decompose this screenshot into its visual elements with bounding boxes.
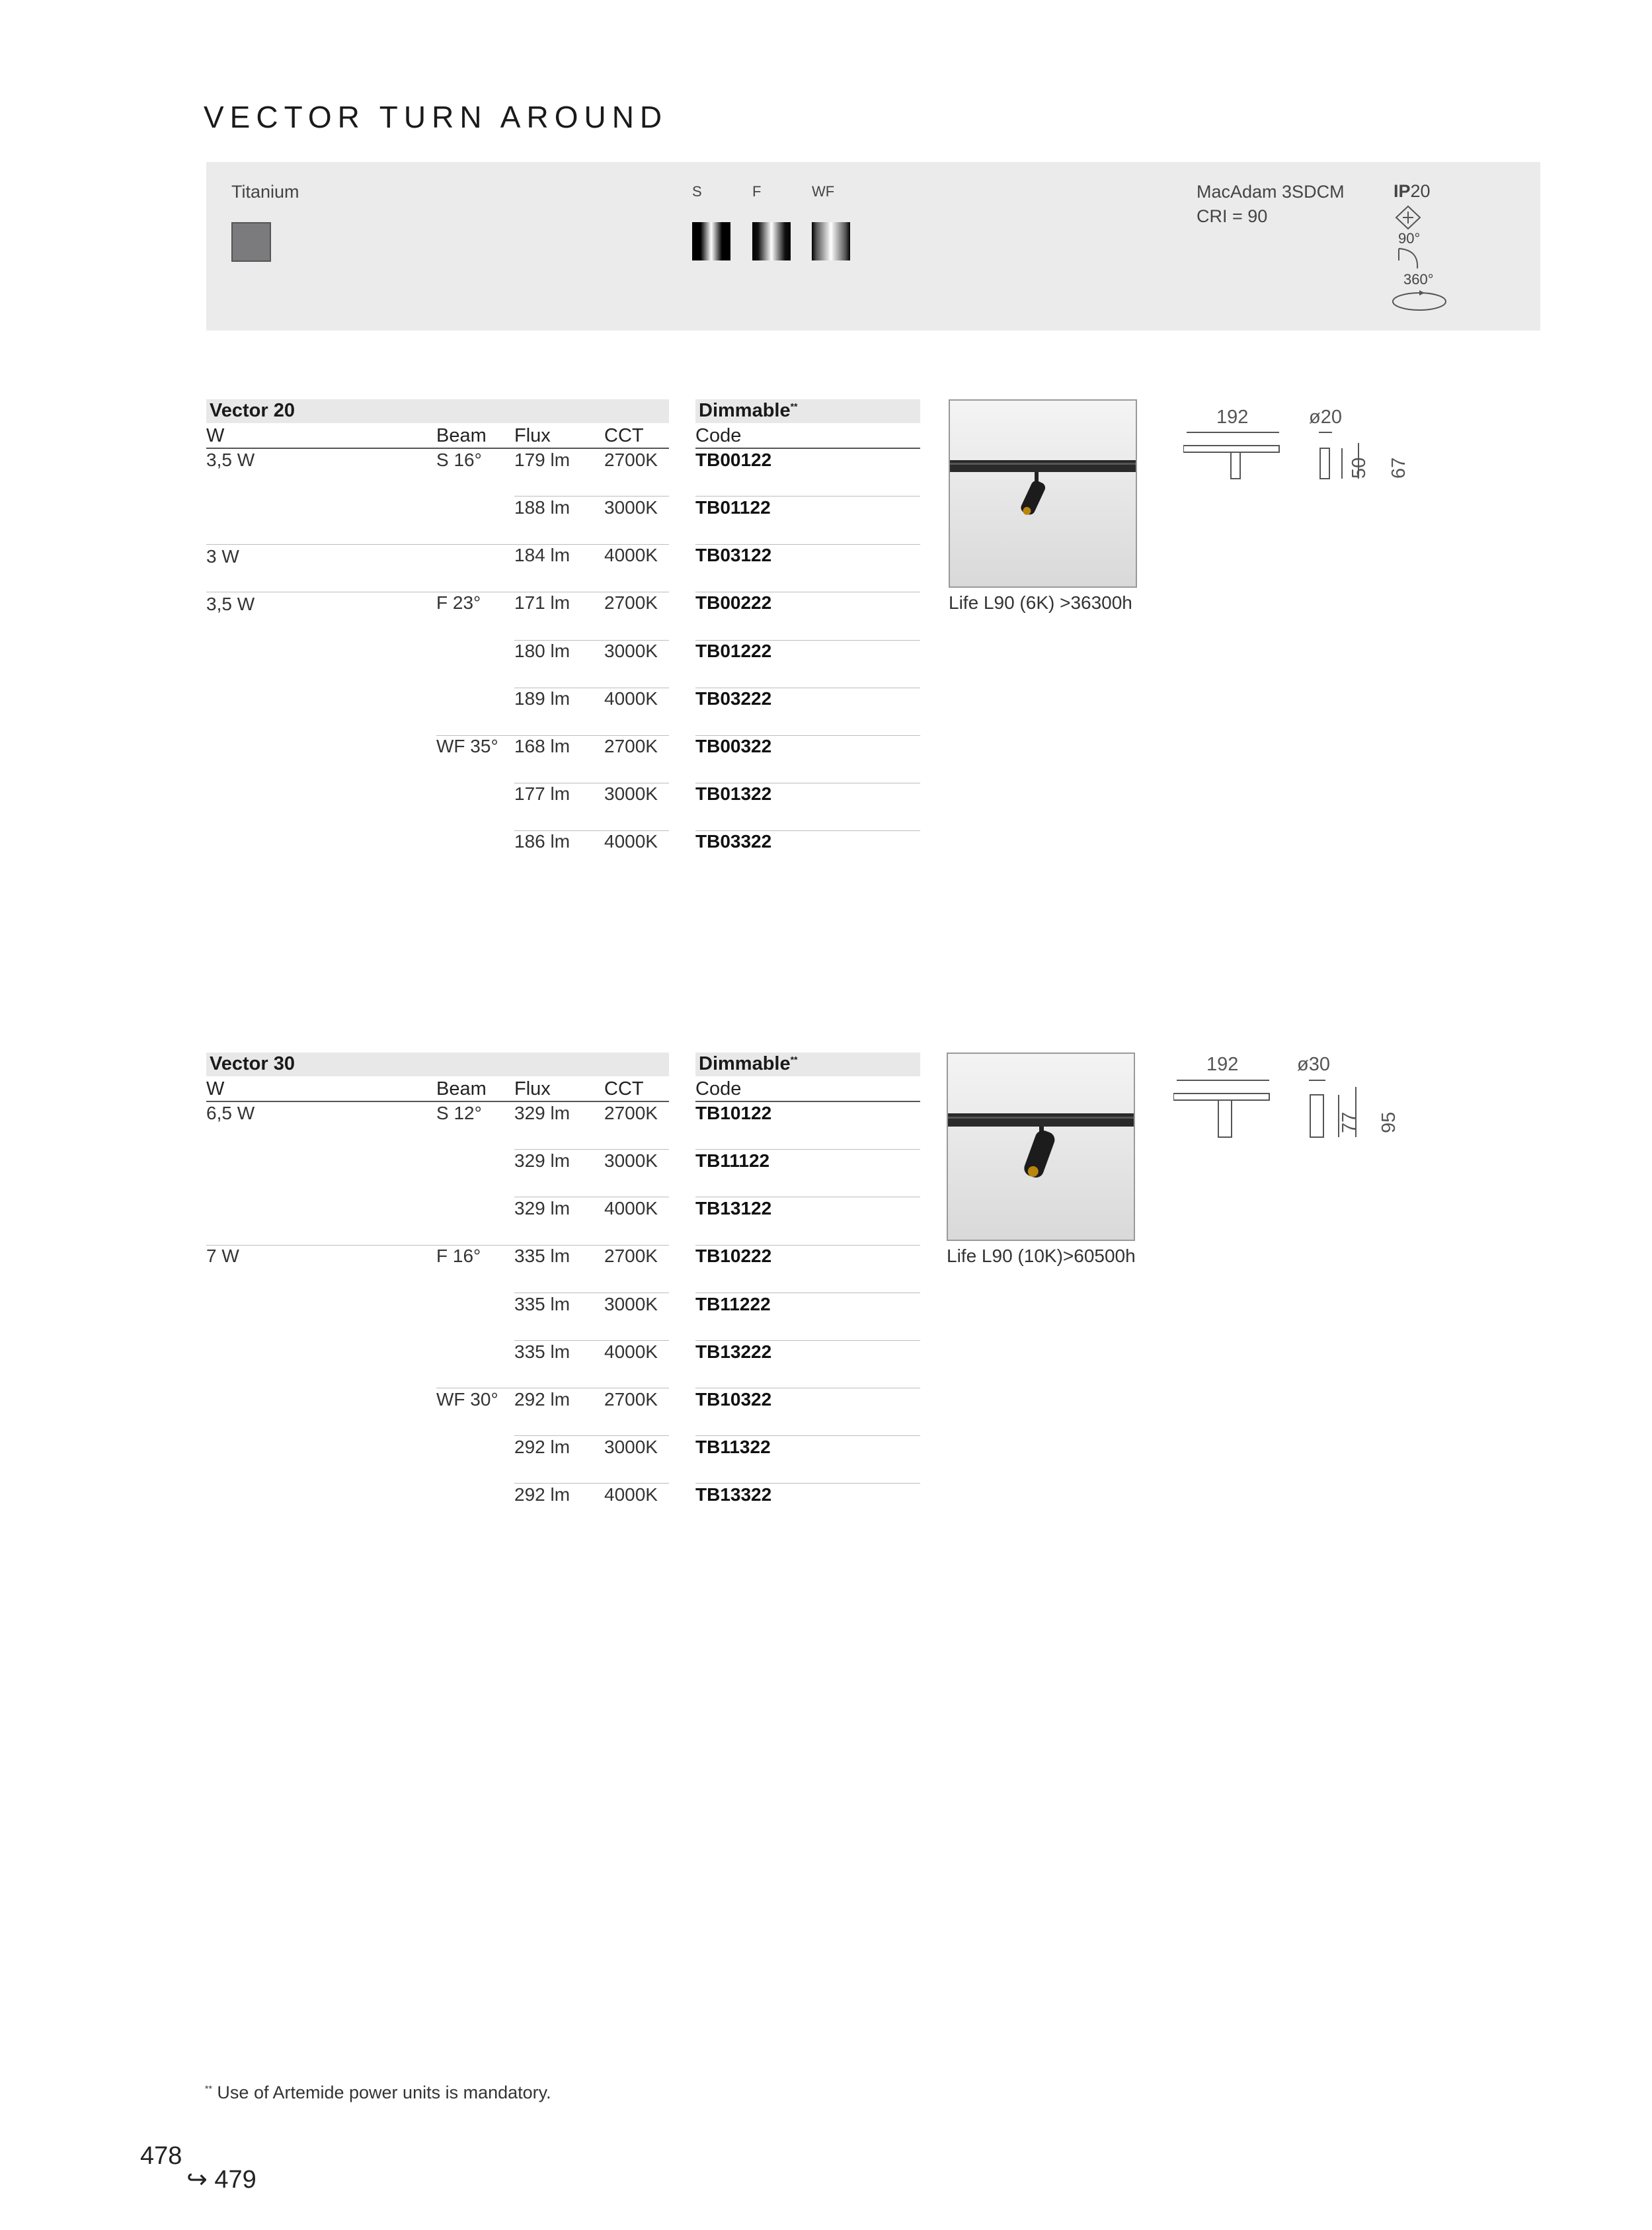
row-rule <box>514 1149 669 1150</box>
finish-swatch <box>231 222 271 262</box>
macadam-label: MacAdam 3SDCM <box>1197 182 1345 202</box>
row-cct: 2700K <box>604 1246 658 1266</box>
dimmable-text: Dimmable <box>699 1053 791 1074</box>
col-flux: Flux <box>514 1078 551 1099</box>
ip-value: 20 <box>1410 181 1431 201</box>
row-w: 6,5 W <box>206 1103 255 1123</box>
dimmable-mark: ** <box>790 1054 798 1065</box>
dimmable-mark: ** <box>790 401 798 412</box>
row-code: TB10122 <box>695 1103 772 1123</box>
row-flux: 335 lm <box>514 1246 570 1266</box>
cri-label: CRI = 90 <box>1197 206 1268 226</box>
vector30-name: Vector 30 <box>210 1053 295 1074</box>
row-code: TB10222 <box>695 1246 772 1266</box>
row-code: TB13222 <box>695 1341 772 1362</box>
vector30-dim-diameter: ø30 <box>1297 1054 1330 1075</box>
row-rule <box>695 1340 920 1341</box>
vector30-dimmable-label <box>699 1053 798 1075</box>
footnote <box>205 2083 551 2103</box>
row-rule <box>514 496 669 497</box>
row-code: TB11122 <box>695 1150 770 1171</box>
row-beam: F 16° <box>436 1246 481 1266</box>
rotation-horizontal-label: 360° <box>1403 271 1434 288</box>
vector30-life: Life L90 (10K)>60500h <box>947 1246 1136 1266</box>
row-flux: 329 lm <box>514 1150 570 1171</box>
next-page-link[interactable] <box>186 2165 256 2194</box>
vector30-dim-h2: 95 <box>1378 1111 1399 1133</box>
row-cct: 4000K <box>604 1198 658 1218</box>
page-title: VECTOR TURN AROUND <box>204 100 668 134</box>
row-cct: 3000K <box>604 641 658 661</box>
row-cct: 3000K <box>604 497 658 518</box>
col-w: W <box>206 1078 225 1099</box>
row-flux: 189 lm <box>514 688 570 709</box>
col-cct: CCT <box>604 425 644 446</box>
row-cct: 3000K <box>604 1150 658 1171</box>
row-code: TB10322 <box>695 1389 772 1410</box>
vector30-product-photo <box>947 1053 1135 1241</box>
row-flux: 177 lm <box>514 783 570 804</box>
col-cct: CCT <box>604 1078 644 1099</box>
vector20-product-photo <box>949 399 1137 588</box>
row-code: TB03322 <box>695 831 772 852</box>
row-code: TB01222 <box>695 641 772 661</box>
row-flux: 179 lm <box>514 450 570 470</box>
row-w: 3,5 W <box>206 450 255 470</box>
row-flux: 292 lm <box>514 1437 570 1457</box>
row-beam: S 16° <box>436 450 482 470</box>
vector20-name: Vector 20 <box>210 400 295 421</box>
row-flux: 186 lm <box>514 831 570 852</box>
row-code: TB03222 <box>695 688 772 709</box>
beam-label-s: S <box>692 183 702 200</box>
col-beam: Beam <box>436 1078 487 1099</box>
row-rule <box>695 496 920 497</box>
row-flux: 329 lm <box>514 1198 570 1218</box>
rotation-360-icon <box>1390 288 1450 315</box>
row-cct: 2700K <box>604 1103 658 1123</box>
row-flux: 180 lm <box>514 641 570 661</box>
row-code: TB13322 <box>695 1484 772 1505</box>
row-code: TB11222 <box>695 1294 771 1314</box>
beam-s-icon <box>692 222 730 260</box>
beam-wf-icon <box>812 222 850 260</box>
row-w: 7 W <box>206 1246 239 1266</box>
header-rule <box>695 1101 920 1102</box>
row-cct: 2700K <box>604 1389 658 1410</box>
row-beam: S 12° <box>436 1103 482 1123</box>
row-cct: 4000K <box>604 545 658 565</box>
row-cct: 3000K <box>604 1294 658 1314</box>
row-flux: 292 lm <box>514 1484 570 1505</box>
row-flux: 335 lm <box>514 1341 570 1362</box>
row-cct: 4000K <box>604 1484 658 1505</box>
row-rule <box>695 1435 920 1436</box>
row-code: TB01122 <box>695 497 771 518</box>
row-rule <box>695 1483 920 1484</box>
col-flux: Flux <box>514 425 551 446</box>
row-cct: 2700K <box>604 450 658 470</box>
rotation-diamond-icon <box>1394 205 1423 230</box>
row-w: 3 W <box>206 546 239 567</box>
row-beam: WF 30° <box>436 1389 498 1410</box>
row-cct: 4000K <box>604 688 658 709</box>
row-code: TB11322 <box>695 1437 771 1457</box>
row-flux: 184 lm <box>514 545 570 565</box>
row-rule <box>695 1149 920 1150</box>
row-beam: F 23° <box>436 592 481 613</box>
row-code: TB00122 <box>695 450 772 470</box>
header-rule <box>206 1101 669 1102</box>
row-cct: 4000K <box>604 831 658 852</box>
vector30-dimension-drawing <box>1173 1078 1365 1150</box>
row-flux: 292 lm <box>514 1389 570 1410</box>
vector20-dim-h2: 67 <box>1388 457 1409 479</box>
row-rule <box>514 1435 669 1436</box>
row-code: TB00222 <box>695 592 772 613</box>
beam-label-f: F <box>752 183 762 200</box>
header-rule <box>206 448 669 449</box>
row-rule <box>514 1483 669 1484</box>
vector20-dimension-drawing <box>1183 430 1368 489</box>
footnote-mark: ** <box>205 2083 212 2094</box>
ip-rating <box>1394 181 1431 202</box>
beam-label-wf: WF <box>812 183 835 200</box>
next-page-number: 479 <box>214 2166 256 2194</box>
row-w: 3,5 W <box>206 594 255 614</box>
col-code: Code <box>695 1078 742 1099</box>
spotlight-illustration <box>948 1054 1134 1240</box>
beam-f-icon <box>752 222 791 260</box>
vector20-dimmable-label <box>699 400 798 422</box>
row-flux: 168 lm <box>514 736 570 756</box>
col-code: Code <box>695 425 742 446</box>
footnote-text: Use of Artemide power units is mandatory. <box>217 2083 551 2102</box>
row-cct: 2700K <box>604 592 658 613</box>
vector20-dim-diameter: ø20 <box>1309 407 1342 428</box>
vector20-life: Life L90 (6K) >36300h <box>949 592 1132 613</box>
col-beam: Beam <box>436 425 487 446</box>
row-code: TB00322 <box>695 736 772 756</box>
finish-label: Titanium <box>231 182 299 202</box>
row-beam: WF 35° <box>436 736 498 756</box>
vector30-dim-length: 192 <box>1206 1054 1239 1075</box>
row-rule <box>514 1340 669 1341</box>
col-w: W <box>206 425 225 446</box>
row-rule <box>206 544 669 545</box>
page-number: 478 <box>140 2142 182 2170</box>
row-flux: 335 lm <box>514 1294 570 1314</box>
row-cct: 4000K <box>604 1341 658 1362</box>
vector20-dim-length: 192 <box>1216 407 1249 428</box>
row-code: TB13122 <box>695 1198 772 1218</box>
tilt-arc-icon <box>1396 247 1423 271</box>
row-flux: 188 lm <box>514 497 570 518</box>
row-flux: 329 lm <box>514 1103 570 1123</box>
dimmable-text: Dimmable <box>699 400 791 421</box>
row-flux: 171 lm <box>514 592 570 613</box>
ip-prefix: IP <box>1394 181 1411 201</box>
row-cct: 3000K <box>604 783 658 804</box>
row-cct: 3000K <box>604 1437 658 1457</box>
row-cct: 2700K <box>604 736 658 756</box>
row-code: TB03122 <box>695 545 772 565</box>
return-arrow-icon: ↪ <box>186 2166 208 2194</box>
rotation-vertical-label: 90° <box>1398 230 1421 247</box>
spotlight-illustration <box>950 401 1136 586</box>
vector30-dim-h1: 77 <box>1339 1111 1360 1133</box>
vector20-dim-h1: 50 <box>1349 457 1370 479</box>
row-code: TB01322 <box>695 783 772 804</box>
header-rule <box>695 448 920 449</box>
